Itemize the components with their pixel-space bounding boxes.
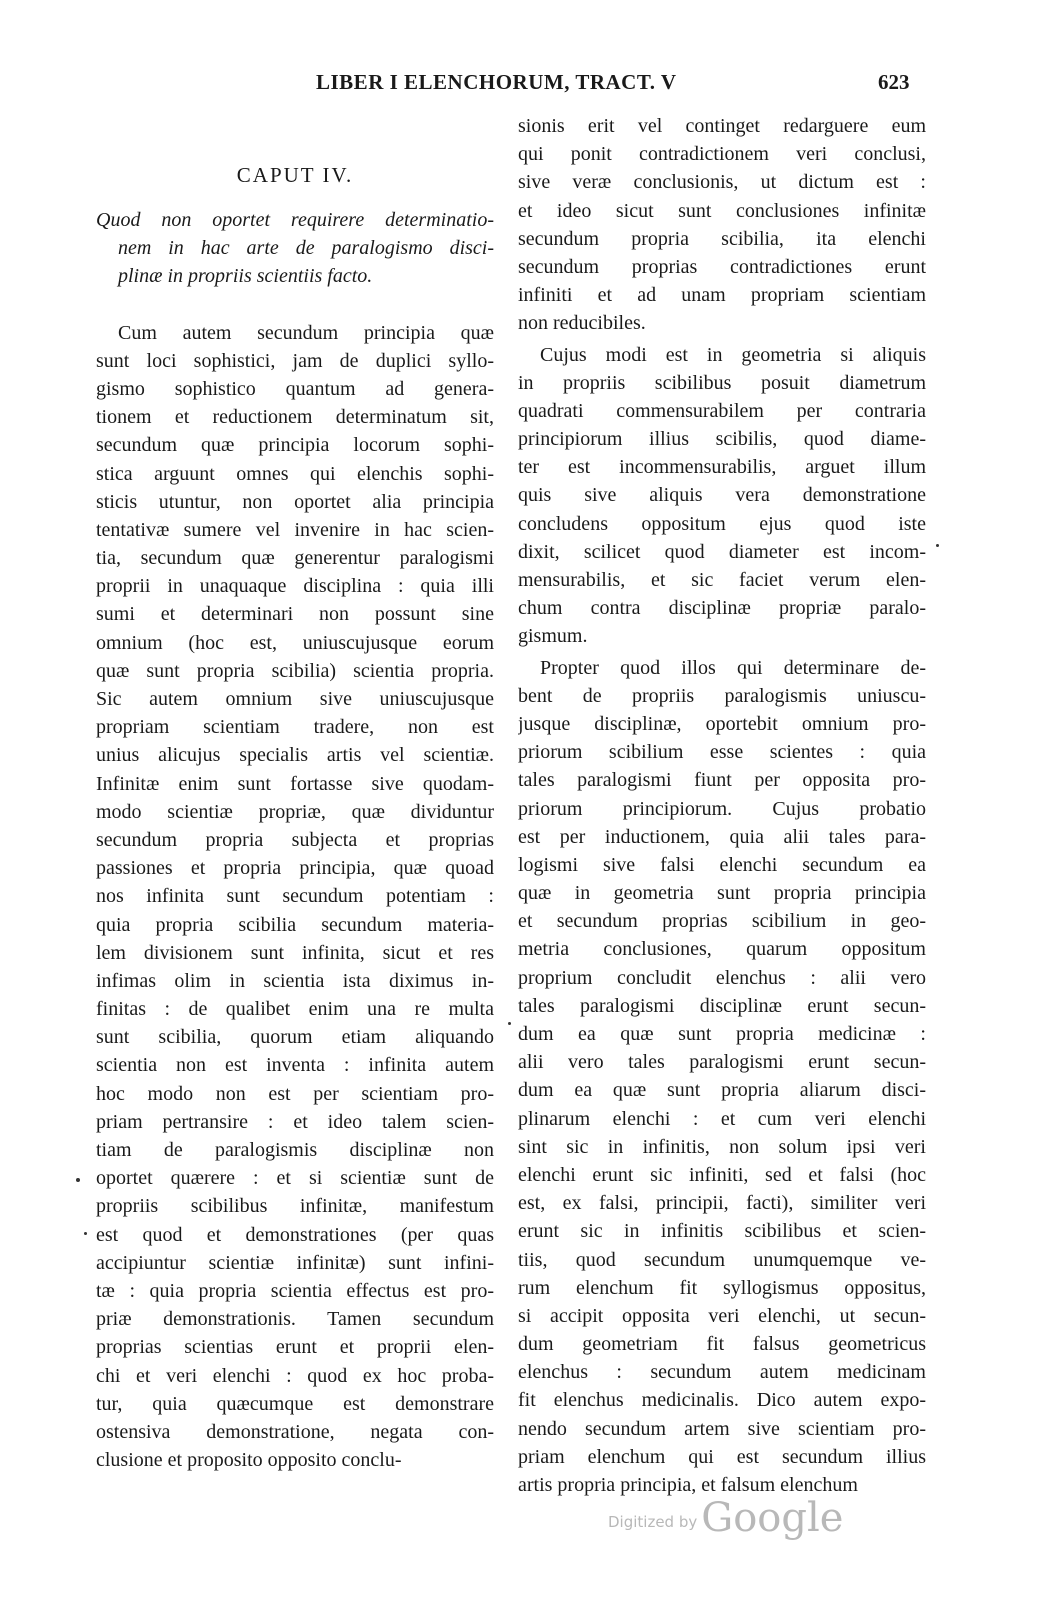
right-column xyxy=(518,112,926,1499)
text-line: Cum autem secundum principia quæ xyxy=(118,321,494,344)
text-line: propriam scientiam tradere, non est xyxy=(96,716,494,739)
text-line: ostensiva demonstratione, negata con- xyxy=(96,1420,494,1443)
page-number: 623 xyxy=(878,70,910,94)
text-line: proprias scientias erunt et proprii elen- xyxy=(96,1336,494,1359)
text-line: et ideo sicut sunt conclusiones infinitæ xyxy=(518,199,926,222)
text-line: secundum quæ principia locorum sophi- xyxy=(96,434,494,457)
subtitle-line: Quod non oportet requirere determinatio- xyxy=(96,209,494,231)
text-line: elenchus : secundum autem medicinam xyxy=(518,1361,926,1384)
text-line: priorum scibilium esse scientes : quia xyxy=(518,741,926,764)
text-line: sint sic in infinitis, non solum ipsi veri xyxy=(518,1135,926,1158)
margin-mark xyxy=(84,1232,87,1235)
text-line: Cujus modi est in geometria si aliquis xyxy=(540,343,926,366)
text-line: principiorum illius scibilis, quod diame- xyxy=(518,428,926,451)
text-line: lem divisionem sunt infinita, sicut et res xyxy=(96,941,494,964)
text-line: chi et veri elenchi : quod ex hoc proba- xyxy=(96,1364,494,1387)
text-line: ter est incommensurabilis, arguet illum xyxy=(518,456,926,479)
text-line: et secundum proprias scibilium in geo- xyxy=(518,910,926,933)
subtitle-line: plinæ in propriis scientiis facto. xyxy=(118,265,373,288)
text-line: tia, secundum quæ generentur paralogismi xyxy=(96,547,494,570)
text-line: infimas olim in scientia ista diximus in- xyxy=(96,969,494,992)
text-line: dum geometriam fit falsus geometricus xyxy=(518,1333,926,1356)
text-line: logismi sive falsi elenchi secundum ea xyxy=(518,853,926,876)
subtitle-line: nem in hac arte de paralogismo disci- xyxy=(118,237,494,260)
text-line: elenchi erunt sic infiniti, sed et falsi (hoc xyxy=(518,1163,926,1186)
text-line: alii vero tales paralogismi erunt secun- xyxy=(518,1051,926,1074)
text-line: omnium (hoc est, uniuscujusque eorum xyxy=(96,631,494,654)
right-paragraph-3 xyxy=(518,654,926,1500)
text-line: dum ea quæ sunt propria aliarum disci- xyxy=(518,1079,926,1102)
right-paragraph-2 xyxy=(518,341,926,651)
text-line: bent de propriis paralogismis uniuscu- xyxy=(518,684,926,707)
text-line: priorum principiorum. Cujus probatio xyxy=(518,797,926,820)
text-line: sticis utuntur, non oportet alia principia xyxy=(96,490,494,513)
text-line: nos infinita sunt secundum potentiam : xyxy=(96,885,494,908)
text-line: sunt scibilia, quorum etiam aliquando xyxy=(96,1026,494,1049)
text-line: unius alicujus specialis artis vel scientiæ. xyxy=(96,744,494,767)
text-line: priam pertransire : et ideo talem scien- xyxy=(96,1110,494,1133)
text-line: fit elenchus medicinalis. Dico autem expo- xyxy=(518,1389,926,1412)
text-line: infiniti et ad unam propriam scientiam xyxy=(518,284,926,307)
text-line: dixit, scilicet quod diameter est incom- xyxy=(518,540,926,563)
text-line: sumi et determinari non possunt sine xyxy=(96,603,494,626)
text-line: quæ in geometria sunt propria principia xyxy=(518,882,926,905)
text-line: propriis scibilibus infinitæ, manifestum xyxy=(96,1195,494,1218)
digitized-by-text: Digitized by xyxy=(608,1513,698,1531)
text-line: priam elenchum qui est secundum illius xyxy=(518,1445,926,1468)
text-line: tur, quia quæcumque est demonstrare xyxy=(96,1392,494,1415)
text-line: sionis erit vel continget redarguere eum xyxy=(518,115,926,137)
text-line: tales paralogismi disciplinæ erunt secun- xyxy=(518,994,926,1017)
text-line: clusione et proposito opposito conclu- xyxy=(96,1449,402,1472)
right-paragraph-1 xyxy=(518,112,926,338)
chapter-heading: CAPUT IV. xyxy=(236,163,354,187)
text-line: si accipit opposita veri elenchi, ut secun- xyxy=(518,1304,926,1327)
text-line: tales paralogismi fiunt per opposita pro- xyxy=(518,769,926,792)
text-line: quis sive aliquis vera demonstratione xyxy=(518,484,926,507)
text-line: mensurabilis, et sic faciet verum elen- xyxy=(518,569,926,591)
left-paragraph xyxy=(96,319,494,1475)
text-line: modo scientiæ propriæ, quæ dividuntur xyxy=(96,800,494,823)
text-line: chum contra disciplinæ propriæ paralo- xyxy=(518,597,926,620)
text-line: qui ponit contradictionem veri conclusi, xyxy=(518,143,926,166)
google-logo-text: Google xyxy=(701,1495,844,1541)
digitized-watermark xyxy=(608,1495,843,1541)
text-line: proprium concludit elenchus : alii vero xyxy=(518,966,926,989)
text-line: stica arguunt omnes qui elenchis sophi- xyxy=(96,462,494,485)
text-line: quia propria scibilia secundum materia- xyxy=(96,913,494,936)
text-line: gismo sophistico quantum ad genera- xyxy=(96,377,494,400)
text-line: quæ sunt propria scibilia) scientia propria. xyxy=(96,659,494,682)
text-line: tionem et reductionem determinatum sit, xyxy=(96,406,494,429)
text-line: hoc modo non est per scientiam pro- xyxy=(96,1082,494,1105)
text-line: Sic autem omnium sive uniuscujusque xyxy=(96,688,494,710)
text-line: sive veræ conclusionis, ut dictum est : xyxy=(518,171,926,194)
text-line: gismum. xyxy=(518,625,588,648)
text-line: proprii in unaquaque disciplina : quia illi xyxy=(96,575,494,598)
text-line: secundum propria subjecta et proprias xyxy=(96,828,494,851)
margin-mark xyxy=(936,544,939,547)
text-line: secundum propria scibilia, ita elenchi xyxy=(518,227,926,250)
text-line: scientia non est inventa : infinita autem xyxy=(96,1054,494,1077)
text-line: Infinitæ enim sunt fortasse sive quodam- xyxy=(96,772,494,795)
chapter-subtitle xyxy=(96,206,494,291)
text-line: dum ea quæ sunt propria medicinæ : xyxy=(518,1023,926,1045)
margin-mark xyxy=(508,1022,511,1025)
text-line: finitas : de qualibet enim una re multa xyxy=(96,998,494,1021)
text-line: tiam de paralogismis disciplinæ non xyxy=(96,1139,494,1161)
text-line: artis propria principia, et falsum elenchum xyxy=(518,1474,858,1496)
text-line: plinarum elenchi : et cum veri elenchi xyxy=(518,1107,926,1130)
text-line: priæ demonstrationis. Tamen secundum xyxy=(96,1308,494,1331)
text-line: erunt sic in infinitis scibilibus et scien- xyxy=(518,1220,926,1243)
running-title: LIBER I ELENCHORUM, TRACT. V xyxy=(316,70,677,94)
left-column xyxy=(96,150,494,1474)
text-line: tæ : quia propria scientia effectus est pro- xyxy=(96,1279,494,1302)
text-line: est quod et demonstrationes (per quas xyxy=(96,1223,494,1246)
text-line: Propter quod illos qui determinare de- xyxy=(540,656,926,679)
text-line: metria conclusiones, quarum oppositum xyxy=(518,938,926,961)
text-line: tentativæ sumere vel invenire in hac scien- xyxy=(96,518,494,541)
text-line: non reducibiles. xyxy=(518,312,646,335)
text-line: sunt loci sophistici, jam de duplici syllo- xyxy=(96,349,494,372)
text-line: quadrati commensurabilem per contraria xyxy=(518,399,926,422)
text-line: oportet quærere : et si scientiæ sunt de xyxy=(96,1167,494,1190)
margin-mark xyxy=(76,1178,80,1182)
text-line: tiis, quod secundum unumquemque ve- xyxy=(518,1248,926,1271)
text-line: secundum proprias contradictiones erunt xyxy=(518,255,926,278)
text-line: rum elenchum fit syllogismus oppositus, xyxy=(518,1276,926,1299)
text-line: nendo secundum artem sive scientiam pro- xyxy=(518,1417,926,1440)
text-line: est, ex falsi, principii, facti), similiter veri xyxy=(518,1192,926,1215)
text-line: est per inductionem, quia alii tales para- xyxy=(518,825,926,848)
text-line: jusque disciplinæ, oportebit omnium pro- xyxy=(518,712,926,735)
text-line: concludens oppositum ejus quod iste xyxy=(518,512,926,535)
text-line: accipiuntur scientiæ infinitæ) sunt infini- xyxy=(96,1251,494,1274)
text-line: passiones et propria principia, quæ quoad xyxy=(96,857,494,880)
text-line: in propriis scibilibus posuit diametrum xyxy=(518,371,926,394)
